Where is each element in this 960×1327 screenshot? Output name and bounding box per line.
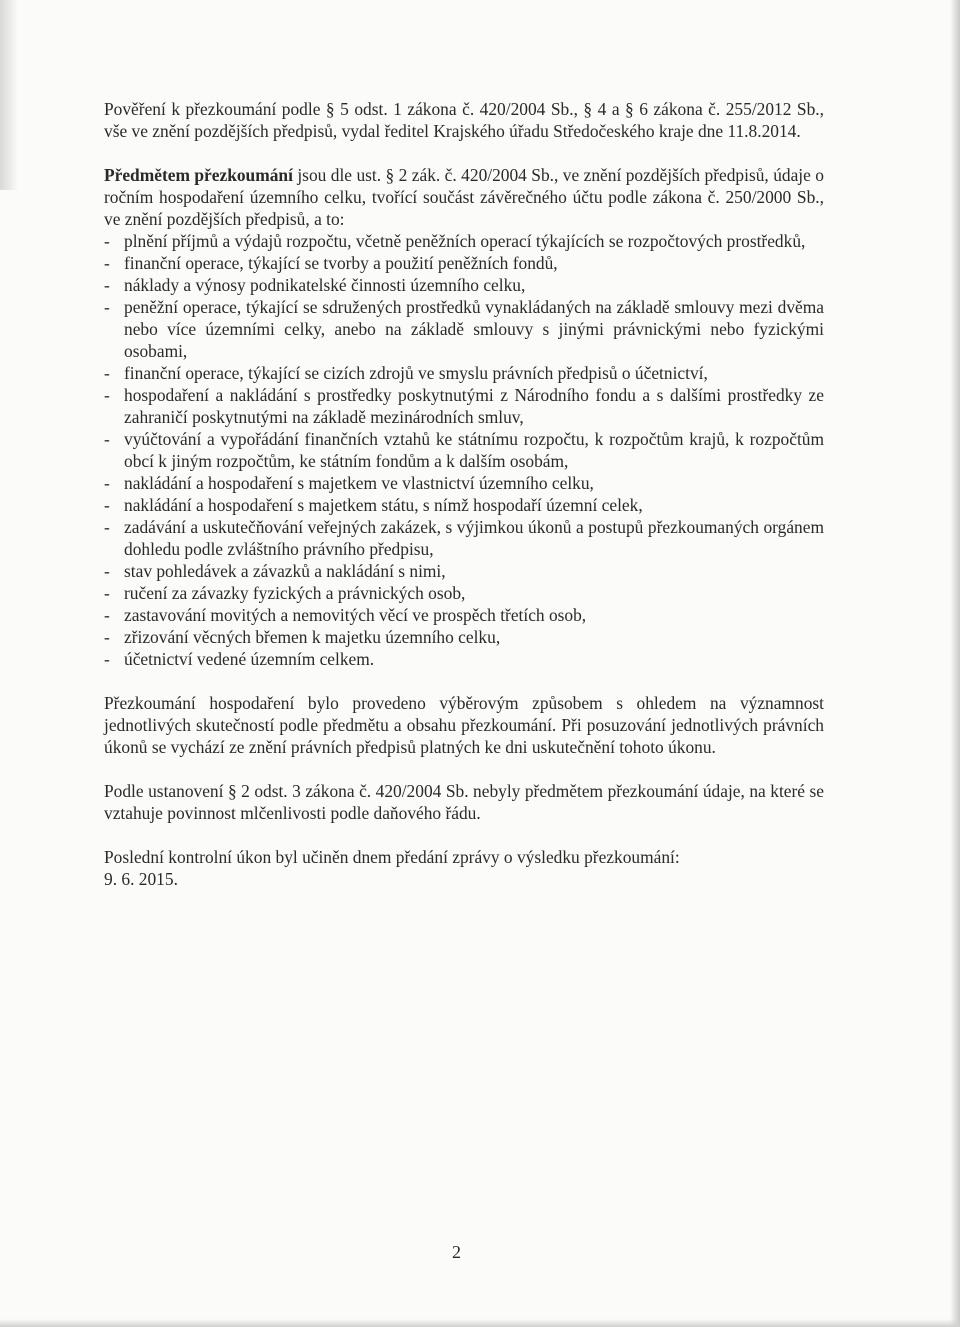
list-item-text: plnění příjmů a výdajů rozpočtu, včetně peněžních operací týkajících se rozpočtových prostředků, [124,231,806,251]
list-item [104,648,824,670]
list-item [104,274,824,296]
list-dash: - [104,363,110,383]
list-item-text: zastavování movitých a nemovitých věcí ve prospěch třetích osob, [124,605,587,625]
list-item [104,516,824,560]
scan-edge-shadow-bottom [0,1319,960,1327]
list-item-text: nakládání a hospodaření s majetkem ve vlastnictví územního celku, [124,473,594,493]
list-item [104,296,824,362]
list-dash: - [104,517,110,537]
list-dash: - [104,231,110,251]
list-item [104,560,824,582]
list-dash: - [104,495,110,515]
scan-edge-shadow-right [950,0,960,1327]
list-item [104,362,824,384]
list-item-text: vyúčtování a vypořádání finančních vztahů ke státnímu rozpočtu, k rozpočtům krajů, k rozpočtům obcí k jiným rozpočtům, ke státním fondům a k dalším osobám, [124,429,824,471]
list-item [104,626,824,648]
scan-edge-shadow-left [0,0,18,190]
list-item [104,494,824,516]
list-dash: - [104,385,110,405]
list-item-text: finanční operace, týkající se cizích zdrojů ve smyslu právních předpisů o účetnictví, [124,363,708,383]
document-body [104,98,824,890]
list-dash: - [104,429,110,449]
list-item [104,428,824,472]
list-dash: - [104,297,110,317]
intro-paragraph: Pověření k přezkoumání podle § 5 odst. 1 zákona č. 420/2004 Sb., § 4 a § 6 zákona č. 255/2012 Sb., vše ve znění pozdějších předpisů, vydal ředitel Krajského úřadu Středočeského kraje dne 11.8.2014. [104,99,824,141]
list-item-text: účetnictví vedené územním celkem. [124,649,375,669]
last-check-date: 9. 6. 2015. [104,869,178,889]
list-item [104,604,824,626]
list-dash: - [104,275,110,295]
list-dash: - [104,649,110,669]
list-dash: - [104,583,110,603]
list-item-text: hospodaření a nakládání s prostředky poskytnutými z Národního fondu a s dalšími prostředky ze zahraničí poskytnutými na základě mezinárodních smluv, [124,385,824,427]
list-item-text: stav pohledávek a závazků a nakládání s nimi, [124,561,446,581]
list-item [104,472,824,494]
last-check-paragraph [104,846,824,890]
method-paragraph: Přezkoumání hospodaření bylo provedeno výběrovým způsobem s ohledem na významnost jednotlivých skutečností podle předmětu a obsahu přezkoumání. Při posuzování jednotlivých právních úkonů se vychází ze znění právních předpisů platných ke dni uskutečnění tohoto úkonu. [104,693,824,757]
list-item [104,384,824,428]
list-item-text: zřizování věcných břemen k majetku územního celku, [124,627,501,647]
list-item-text: nakládání a hospodaření s majetkem státu, s nímž hospodaří územní celek, [124,495,643,515]
list-item [104,252,824,274]
scope-list [104,230,824,670]
list-item [104,582,824,604]
list-dash: - [104,473,110,493]
subject-paragraph [104,164,824,230]
list-item-text: peněžní operace, týkající se sdružených prostředků vynakládaných na základě smlouvy mezi dvěma nebo více územními celky, anebo na základě smlouvy s jinými právnickými nebo fyzickými osobami, [124,297,824,361]
list-item-text: náklady a výnosy podnikatelské činnosti územního celku, [124,275,526,295]
list-item-text: ručení za závazky fyzických a právnických osob, [124,583,466,603]
list-item-text: finanční operace, týkající se tvorby a použití peněžních fondů, [124,253,558,273]
list-dash: - [104,605,110,625]
list-item-text: zadávání a uskutečňování veřejných zakázek, s výjimkou úkonů a postupů přezkoumaných orgánem dohledu podle zvláštního právního předpisu, [124,517,824,559]
page-number: 2 [452,1242,461,1262]
list-item [104,230,824,252]
list-dash: - [104,627,110,647]
subject-text: jsou dle ust. § 2 zák. č. 420/2004 Sb., ve znění pozdějších předpisů, údaje o ročním hospodaření územního celku, tvořící součást závěrečného účtu podle zákona č. 250/2000 Sb., ve znění pozdějších předpisů, a to: [104,165,824,229]
list-dash: - [104,253,110,273]
exemption-paragraph: Podle ustanovení § 2 odst. 3 zákona č. 420/2004 Sb. nebyly předmětem přezkoumání údaje, na které se vztahuje povinnost mlčenlivosti podle daňového řádu. [104,781,824,823]
last-check-text: Poslední kontrolní úkon byl učiněn dnem předání zprávy o výsledku přezkoumání: [104,847,680,867]
list-dash: - [104,561,110,581]
subject-bold-lead: Předmětem přezkoumání [104,165,293,185]
